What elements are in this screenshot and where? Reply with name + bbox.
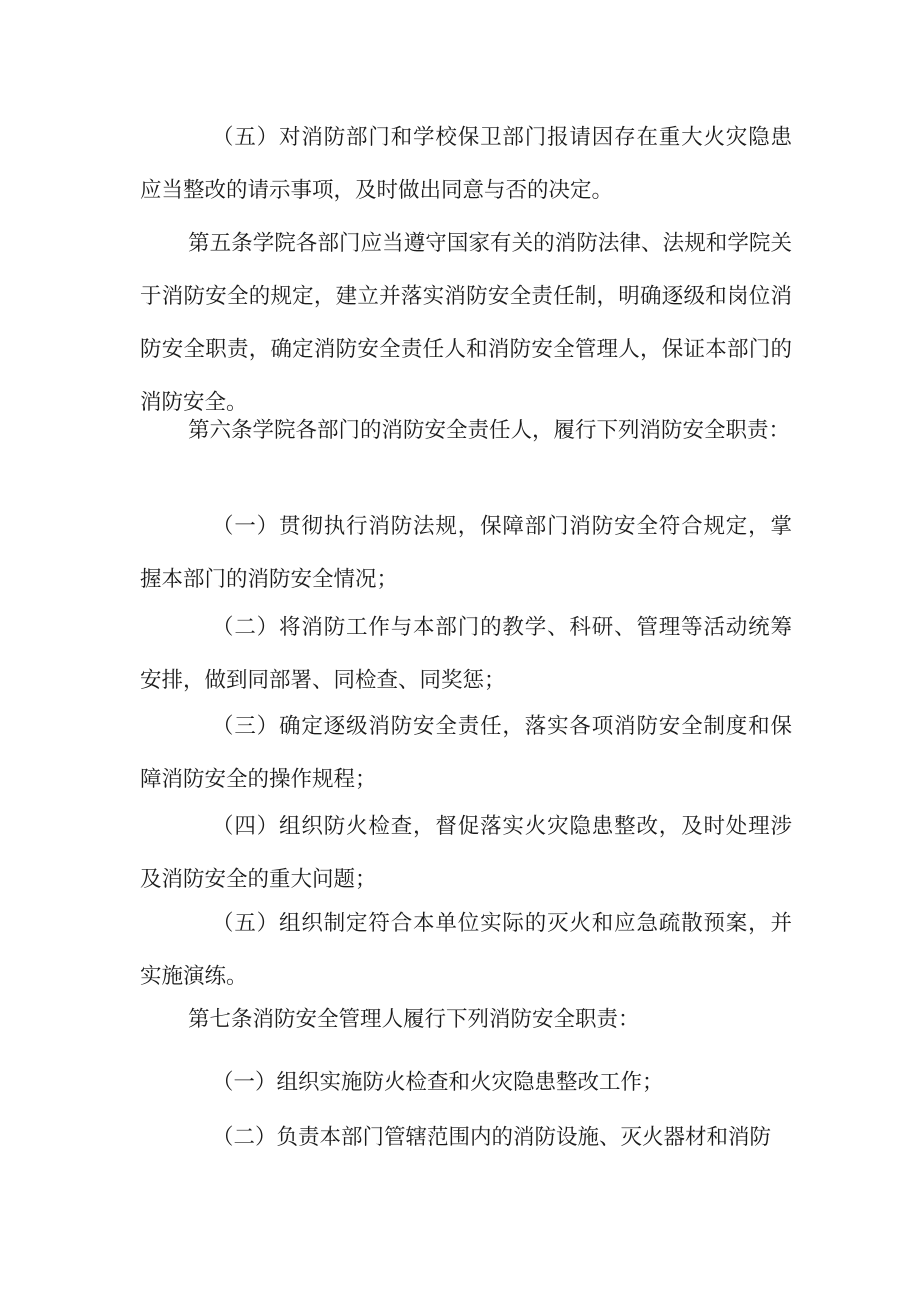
paragraph-article-7-item-1: （一）组织实施防火检查和火灾隐患整改工作； (212, 1070, 664, 1095)
paragraph-article-6-item-3: （三）确定逐级消防安全责任，落实各项消防安全制度和保障消防安全的操作规程； (140, 714, 792, 792)
paragraph-article-7: 第七条消防安全管理人履行下列消防安全职责： (188, 1007, 640, 1032)
paragraph-article-6-item-4: （四）组织防火检查，督促落实火灾隐患整改，及时处理涉及消防安全的重大问题； (140, 814, 792, 892)
paragraph-item-5-report-decision: （五）对消防部门和学校保卫部门报请因存在重大火灾隐患应当整改的请示事项，及时做出同意与否的决定。 (140, 125, 792, 203)
paragraph-article-7-item-2: （二）负责本部门管辖范围内的消防设施、灭火器材和消防 (212, 1125, 772, 1150)
paragraph-article-6: 第六条学院各部门的消防安全责任人，履行下列消防安全职责： (188, 418, 791, 443)
paragraph-article-6-item-1: （一）贯彻执行消防法规，保障部门消防安全符合规定，掌握本部门的消防安全情况； (140, 514, 792, 592)
paragraph-article-5: 第五条学院各部门应当遵守国家有关的消防法律、法规和学院关于消防安全的规定，建立并落实消防安全责任制，明确逐级和岗位消防安全职责，确定消防安全责任人和消防安全管理人，保证本部门的消防安全。 (140, 231, 792, 415)
paragraph-article-6-item-2: （二）将消防工作与本部门的教学、科研、管理等活动统筹安排，做到同部署、同检查、同奖惩； (140, 615, 792, 693)
paragraph-article-6-item-5: （五）组织制定符合本单位实际的灭火和应急疏散预案，并实施演练。 (140, 911, 792, 989)
